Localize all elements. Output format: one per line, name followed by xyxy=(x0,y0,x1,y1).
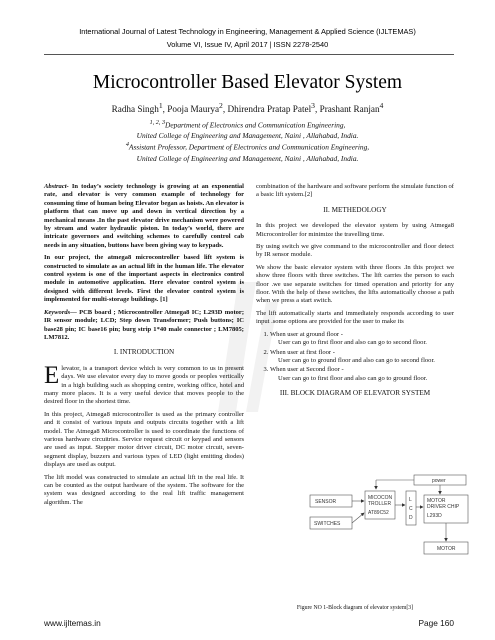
motor-label: MOTOR xyxy=(437,546,456,552)
list-item: 1. When user at ground floor - User can go to first floor and also can go to second floor. xyxy=(270,331,454,348)
method-para3: We show the basic elevator system with three floors .In this project we show three floors with three switches. The lift carries the person to each floor .we use separate switches for timed operation and priority for any floor. With the help of these switches, the lifts automatically choose a path when we press a start switch. xyxy=(256,263,454,305)
affiliation-line: United College of Engineering and Management, Naini , Allahabad, India. xyxy=(136,131,359,140)
intro-para3: The lift model was constructed to simulate an actual lift in the real life. It can be counted as the output hardware of the system. The software for the system was designed according to the real lift traffic management algorithm. The xyxy=(44,473,244,506)
intro-para1: Elevator, is a transport device which is very common to us in present days. We use elevator every day to move goods or peoples vertically in a high building such as shopping centre, working office, hotel and many more places. It is a very useful device that moves people to the desired floor in the shortest time. xyxy=(44,361,244,406)
right-column xyxy=(256,183,454,406)
method-para4: The lift automatically starts and immediately responds according to user input .some options are provided for the user to make its xyxy=(256,309,454,326)
list-item: 2. When user at first floor - User can go to ground floor and also can go to second floor. xyxy=(270,349,454,366)
driver-label-2: DRIVER CHIP xyxy=(427,504,460,510)
section-heading-methodology: II. METHEDOLOGY xyxy=(323,205,387,214)
footer-page-number: Page 160 xyxy=(418,618,454,628)
author-sup: 1 xyxy=(158,101,163,110)
affiliation-line: $^4$Assistant Professor, Department of Electronics and Communication Engineering, xyxy=(125,142,370,152)
author-name: Dhirendra Pratap Patel xyxy=(227,104,312,115)
paper-title: Microcontroller Based Elevator System xyxy=(92,72,403,93)
lcd-letter-c: C xyxy=(409,506,413,512)
user-options-list xyxy=(256,331,454,383)
author-sup: 2 xyxy=(219,101,223,110)
affiliation-sup: 4 xyxy=(125,142,129,148)
intro-para2: In this project, Atmega8 microcontroller is used as the primary controller and it consist of various inputs and outputs circuits together with a lift model. The Atmega8 Microcontroller is used to coordinate the functions of various hardware circuitries. Service request circuit or keypad and sensors are used as input. Stepper motor driver circuit, DC motor circuit, seven-segment display, buzzers and various types of LED (light emitting diodes) displays are used as output. xyxy=(44,410,244,469)
method-para2: By using switch we give command to the microcontroller and floor detect by IR sensor module. xyxy=(256,243,454,259)
author-name: Prashant Ranjan xyxy=(319,104,380,115)
mcu-label-2: TROLLER xyxy=(368,501,392,507)
author-name: Radha Singh xyxy=(111,104,159,115)
mcu-label-3: AT89C52 xyxy=(368,510,389,516)
header-rule xyxy=(44,54,454,55)
abstract-para2: In our project, the atmega8 microcontroller based lift system is constructed to simulate as an actual lift in the human life. The elevator control system is one of the important aspects in electronics control module in automotive application. Here elevator control system is designed with different levels. First the elevator control system is implemented for multi-storage buildings. [1] xyxy=(44,254,244,304)
section-heading-introduction: I. INTRODUCTION xyxy=(113,348,175,357)
journal-header: International Journal of Latest Technology in Engineering, Management & Applied Science (IJLTEMAS) xyxy=(79,27,416,36)
footer-url: www.ijltemas.in xyxy=(44,618,101,628)
abstract: Abstract- In today’s society technology is growing at an exponential rate, and elevator is very common example of technology for consuming time of human being Elevator began as hoists. An elevator is platform that can move up and down in vertical direction by a mechanical means .In the past elevator drive mechanism were powered by stream and water hydraulic piston. In today’s world, there are intricate governors and switching schemes to carefully control cab needs in any situation, buttons have been giving way to keypads. xyxy=(44,183,244,249)
figure-caption: Figure NO 1-Block diagram of elevator system[3] xyxy=(296,605,414,611)
author-name: Pooja Maurya xyxy=(167,104,220,115)
author-sup: 4 xyxy=(379,101,384,110)
keywords: Keywords— PCB board ; Microcontroller Atmega8 IC; L293D motor; IR sensor module; LCD; Step down Transformer; Push buttons; IC base28 pin; IC base16 pin; burg strip 1*40 male connector ; LM7805; LM7812. xyxy=(44,308,244,341)
section-heading-block-diagram: III. BLOCK DIAGRAM OF ELEVATOR SYSTEM xyxy=(279,389,431,398)
lcd-letter-l: L xyxy=(409,497,412,503)
driver-label-3: L293D xyxy=(427,513,442,519)
sensor-label: SENSOR xyxy=(315,499,337,505)
mcu-label-1: MICOCON xyxy=(368,495,393,501)
issue-header: Volume VI, Issue IV, April 2017 | ISSN 2278-2540 xyxy=(166,40,329,49)
driver-label-1: MOTOR xyxy=(427,498,446,504)
block-diagram xyxy=(308,469,472,605)
affiliation-line: United College of Engineering and Management, Naini , Allahabad, India. xyxy=(136,154,359,163)
affiliation-line: $^{1, 2, 3}$Department of Electronics and Communication Engineering, xyxy=(149,120,346,130)
author-list: Radha Singh$^1$, Pooja Maurya$^2$, Dhirendra Pratap Patel$^3$, Prashant Ranjan$^4$ xyxy=(111,101,384,115)
affiliation-sup: 1, 2, 3 xyxy=(149,120,166,126)
author-sup: 3 xyxy=(311,101,315,110)
right-para0: combination of the hardware and software perform the simulate function of a basic lift system.[2] xyxy=(256,183,454,199)
method-para1: In this project we developed the elevator system by using Atmega8 Microcontroller for minimize the travelling time. xyxy=(256,222,454,238)
lcd-letter-d: D xyxy=(409,515,413,521)
list-item: 3. When user at Second floor - User can go to first floor and also can go to ground floor. xyxy=(270,366,454,383)
drop-cap: E xyxy=(44,361,60,389)
switches-label: SWITCHES xyxy=(314,521,341,527)
left-column xyxy=(44,183,244,511)
power-label: power xyxy=(432,478,446,484)
